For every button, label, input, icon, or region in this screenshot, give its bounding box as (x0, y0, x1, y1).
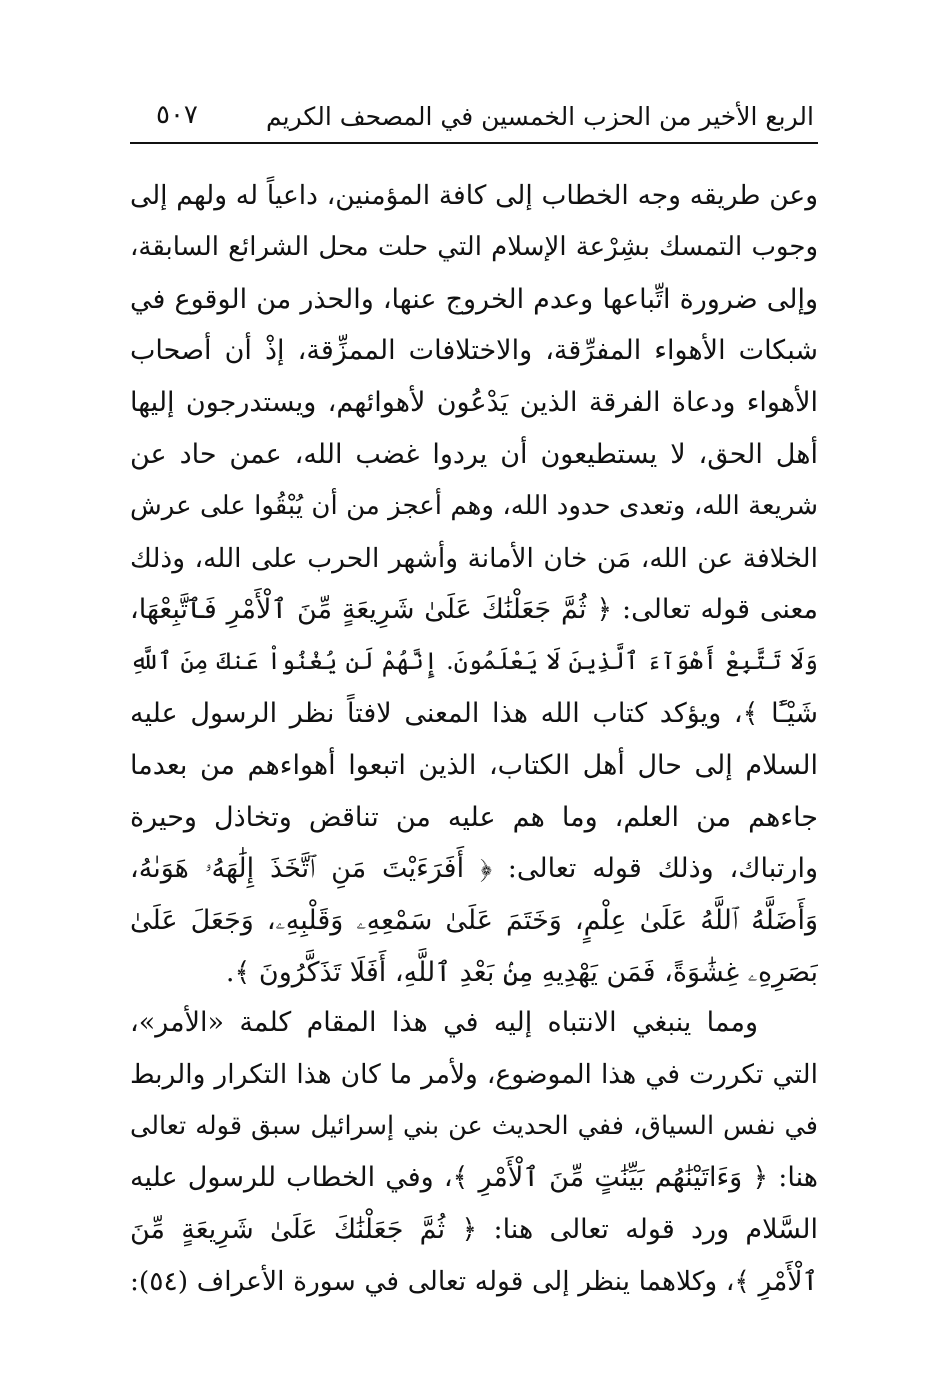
text-line: شبكات الأهواء المفرِّقة، والاختلافات الممزِّقة، إذْ أن أصحاب (130, 335, 818, 367)
text-line: في نفس السياق، ففي الحديث عن بني إسرائيل سبق قوله تعالى (130, 1110, 818, 1141)
text-line: الخلافة عن الله، مَن خان الأمانة وأشهر الحرب على الله، وذلك (130, 542, 818, 574)
page-number: ٥٠٧ (156, 100, 198, 130)
quran-verse-line: وارتباك، وذلك قوله تعالى: ﴿ أَفَرَءَيْتَ مَنِ ٱتَّخَذَ إِلَٰهَهُۥ هَوَىٰهُ، (130, 853, 818, 885)
running-header (130, 96, 818, 144)
quran-verse-line: وَأَضَلَّهُ ٱللَّهُ عَلَىٰ عِلْمٍ، وَخَتَمَ عَلَىٰ سَمْعِهِۦ وَقَلْبِهِۦ، وَجَعَلَ عَلَىٰ (130, 905, 818, 937)
text-line: وجوب التمسك بشِرْعة الإسلام التي حلت محل الشرائع السابقة، (130, 231, 818, 262)
header-title: الربع الأخير من الحزب الخمسين في المصحف الكريم (266, 102, 814, 131)
quran-verse-line: وَلَا تَتَّبِعْ أَهْوَآءَ ٱلَّذِينَ لَا يَعْلَمُونَ. إِنَّهُمْ لَن يُغْنُواْ عَنكَ مِنَ ٱللَّهِ (130, 647, 818, 676)
text-line: الأهواء ودعاة الفرقة الذين يَدْعُون لأهوائهم، ويستدرجون إليها (130, 387, 818, 419)
quran-verse-line: بَصَرِهِۦ غِشَٰوَةً، فَمَن يَهْدِيهِ مِنۢ بَعْدِ ٱللَّهِ، أَفَلَا تَذَكَّرُونَ ﴾. (225, 956, 818, 988)
text-line: التي تكررت في هذا الموضوع، ولأمر ما كان هذا التكرار والربط (130, 1058, 818, 1090)
paragraph-2 (130, 997, 818, 1308)
quran-verse-line: السَّلام ورد قوله تعالى هنا: ﴿ ثُمَّ جَعَلْنَٰكَ عَلَىٰ شَرِيعَةٍ مِّنَ (130, 1214, 818, 1246)
text-line: ومما ينبغي الانتباه إليه في هذا المقام كلمة «الأمر»، (130, 1007, 758, 1038)
text-line: جاءهم من العلم، وما هم عليه من تناقض وتخاذل وحيرة (130, 801, 818, 833)
text-line: السلام إلى حال أهل الكتاب، الذين اتبعوا أهواءهم من بعدما (130, 749, 818, 781)
text-line: شريعة الله، وتعدى حدود الله، وهم أعجز من أن يُبْقُوا على عرش (130, 490, 818, 521)
paragraph-1 (130, 170, 818, 999)
text-line: وإلى ضرورة اتِّباعها وعدم الخروج عنها، والحذر من الوقوع في (130, 283, 818, 315)
text-line: شَيْـًٔا ﴾، ويؤكد كتاب الله هذا المعنى لافتاً نظر الرسول عليه (130, 697, 818, 729)
quran-verse-line: معنى قوله تعالى: ﴿ ثُمَّ جَعَلْنَٰكَ عَلَىٰ شَرِيعَةٍ مِّنَ ٱلْأَمْرِ فَٱتَّبِعْهَا، (130, 594, 818, 626)
quran-verse-line: هنا: ﴿ وَءَاتَيْنَٰهُم بَيِّنَٰتٍ مِّنَ ٱلْأَمْرِ ﴾، وفي الخطاب للرسول عليه (130, 1162, 818, 1194)
text-line: وعن طريقه وجه الخطاب إلى كافة المؤمنين، داعياً له ولهم إلى (130, 180, 818, 211)
text-line: ٱلْأَمْرِ ﴾، وكلاهما ينظر إلى قوله تعالى في سورة الأعراف (٥٤): (130, 1265, 818, 1297)
text-line: أهل الحق، لا يستطيعون أن يردوا غضب الله، عمن حاد عن (130, 438, 818, 470)
